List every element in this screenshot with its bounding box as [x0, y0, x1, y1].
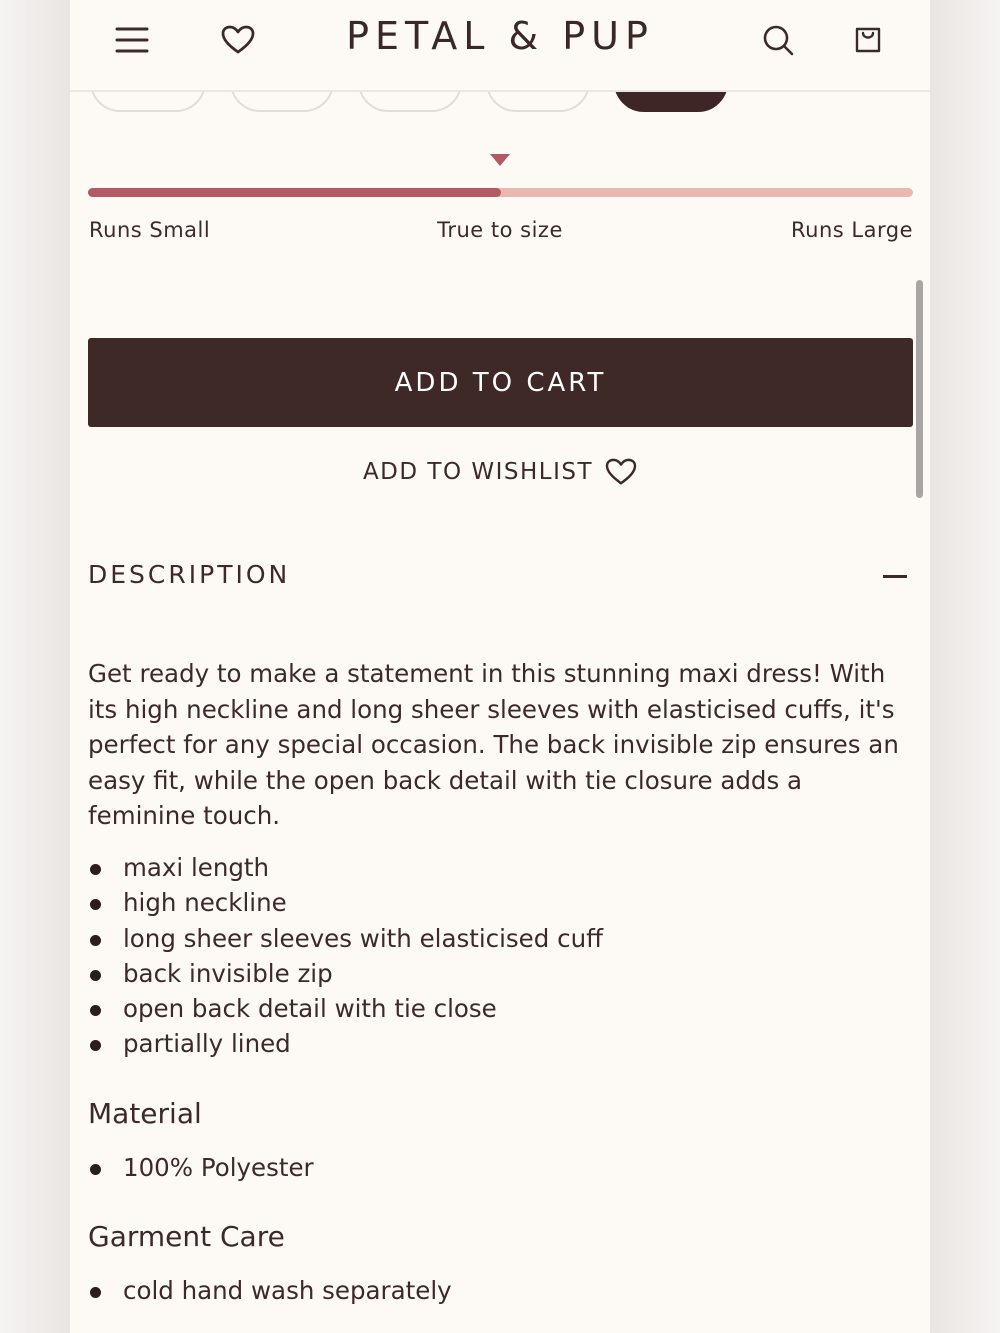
care-list	[88, 1273, 452, 1308]
fit-scale-track	[88, 188, 913, 197]
list-item: high neckline	[88, 885, 603, 920]
add-to-cart-button[interactable]: ADD TO CART	[88, 338, 913, 427]
care-heading: Garment Care	[88, 1220, 285, 1253]
description-text: Get ready to make a statement in this stunning maxi dress! With its high neckline and long sheer sleeves with elasticised cuffs, it's perfect for any special occasion. The back invisible zip ensures an easy fit, while the open back detail with tie closure adds a feminine touch.	[88, 659, 899, 830]
list-item: cold hand wash separately	[88, 1273, 452, 1308]
list-item: 100% Polyester	[88, 1150, 314, 1185]
backdrop-right	[930, 0, 1000, 1333]
list-item: maxi length	[88, 850, 603, 885]
add-to-wishlist-button[interactable]	[70, 452, 930, 492]
list-item: long sheer sleeves with elasticised cuff	[88, 921, 603, 956]
site-header	[70, 0, 930, 92]
product-page	[70, 0, 930, 1333]
brand-logo[interactable]: PETAL & PUP	[346, 14, 654, 58]
description-heading[interactable]: DESCRIPTION	[88, 560, 291, 589]
search-icon[interactable]	[758, 20, 798, 60]
add-to-wishlist-label: ADD TO WISHLIST	[362, 459, 594, 485]
fit-label-large: Runs Large	[791, 218, 913, 242]
fit-label-small: Runs Small	[89, 218, 211, 242]
backdrop-left	[0, 0, 70, 1333]
list-item: partially lined	[88, 1026, 603, 1061]
material-heading: Material	[88, 1097, 202, 1130]
feature-list	[88, 850, 603, 1062]
fit-scale-fill	[88, 188, 501, 197]
minus-icon[interactable]	[883, 575, 907, 578]
list-item: back invisible zip	[88, 956, 603, 991]
list-item: open back detail with tie close	[88, 991, 603, 1026]
bag-icon[interactable]	[848, 20, 888, 60]
fit-label-true: True to size	[437, 218, 563, 242]
material-list	[88, 1150, 314, 1185]
heart-icon	[605, 458, 637, 486]
caret-down-icon	[490, 154, 510, 166]
